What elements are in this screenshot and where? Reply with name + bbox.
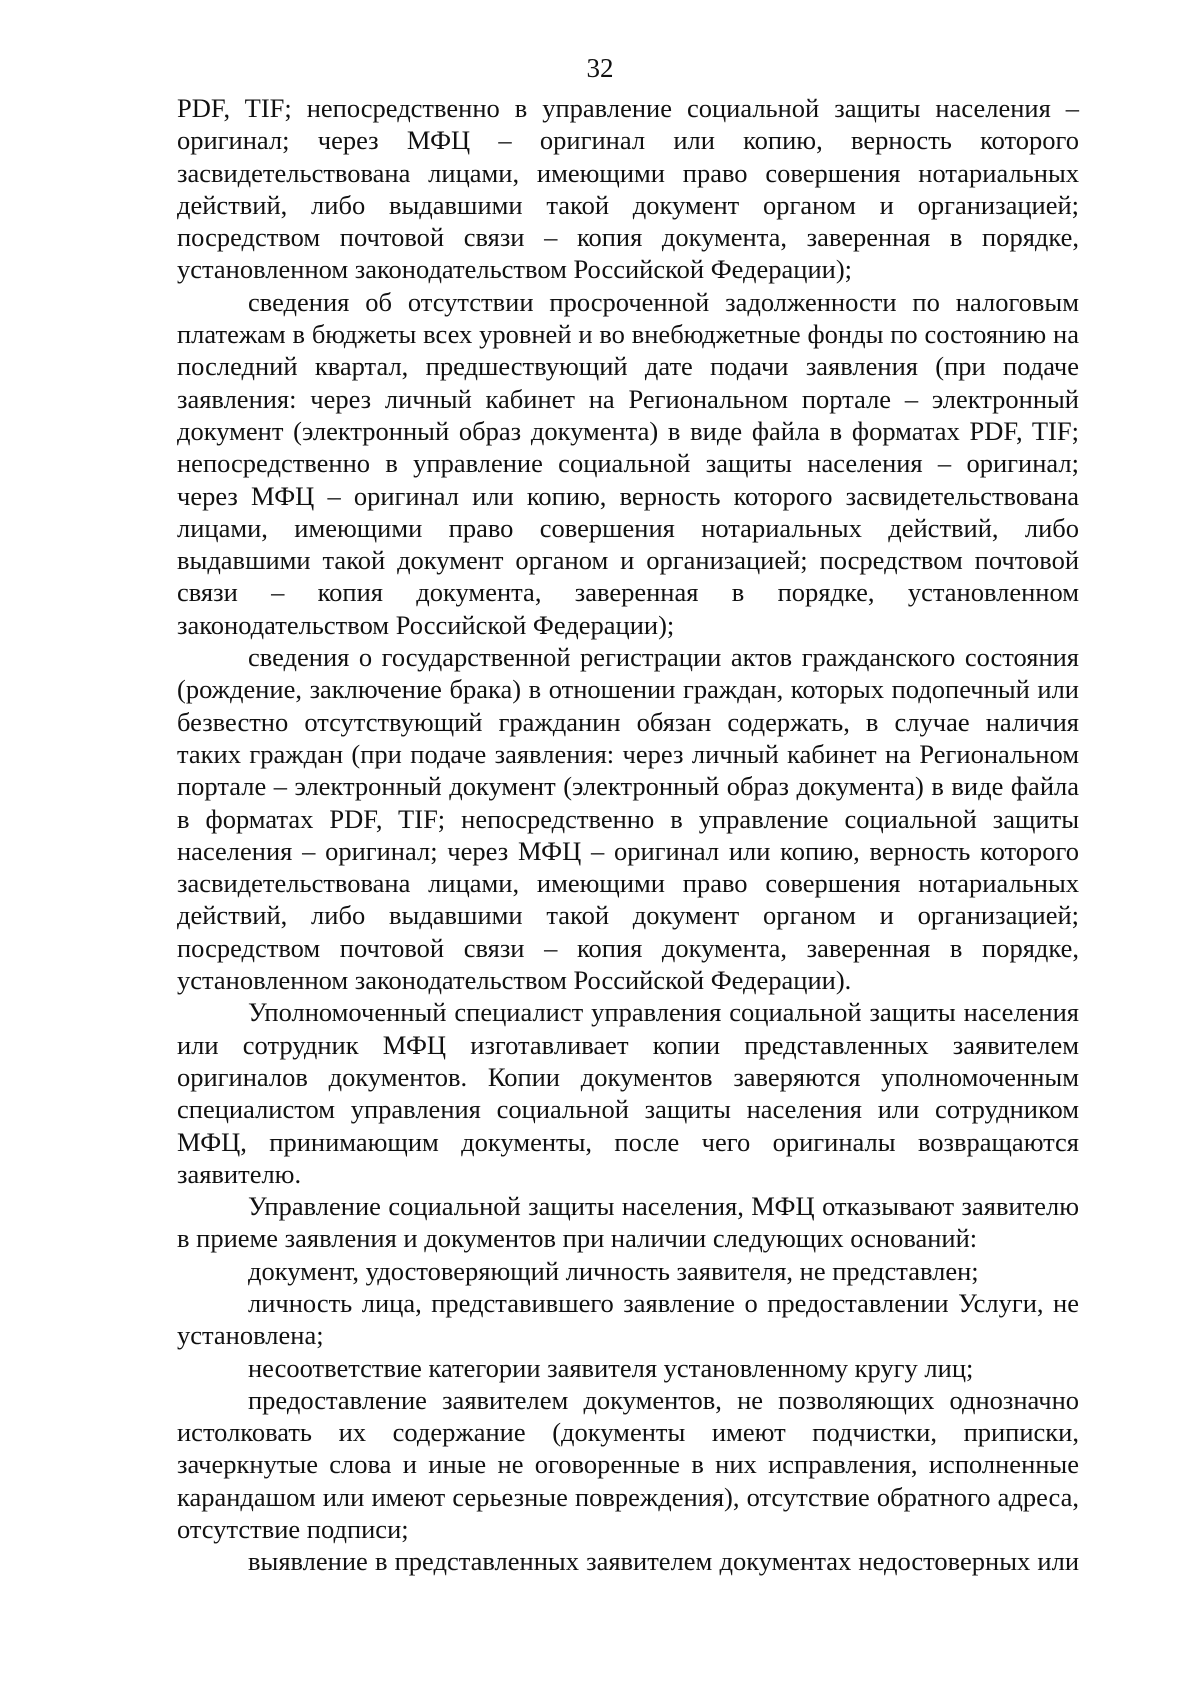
page-number: 32 — [586, 53, 614, 83]
paragraph-1: PDF, TIF; непосредственно в управление социальной защиты населения – оригинал; через МФЦ – оригинал или копию, верность которого засвидетельствована лицами, имеющими право совершения нотариальных действий, либо выдавшими такой документ органом и организацией; посредством почтовой связи – копия документа, заверенная в порядке, установленном законодательством Российской Федерации); — [177, 93, 1079, 285]
paragraph-4: Уполномоченный специалист управления социальной защиты населения или сотрудник МФЦ изготавливает копии представленных заявителем оригиналов документов. Копии документов заверяются уполномоченным специалистом управления социальной защиты населения или сотрудником МФЦ, принимающим документы, после чего оригиналы возвращаются заявителю. — [177, 997, 1079, 1189]
paragraph-2: сведения об отсутствии просроченной задолженности по налоговым платежам в бюджеты всех уровней и во внебюджетные фонды по состоянию на последний квартал, предшествующий дате подачи заявления (при подаче заявления: через личный кабинет на Региональном портале – электронный документ (электронный образ документа) в виде файла в форматах PDF, TIF; непосредственно в управление социальной защиты населения – оригинал; через МФЦ – оригинал или копию, верность которого засвидетельствована лицами, имеющими право совершения нотариальных действий, либо выдавшими такой документ органом и организацией; посредством почтовой связи – копия документа, заверенная в порядке, установленном законодательством Российской Федерации); — [177, 286, 1079, 640]
paragraph-6: документ, удостоверяющий личность заявителя, не представлен; — [248, 1255, 979, 1286]
paragraph-7: личность лица, представившего заявление о предоставлении Услуги, не установлена; — [177, 1287, 1079, 1351]
paragraph-9: предоставление заявителем документов, не позволяющих однозначно истолковать их содержание (документы имеют подчистки, приписки, зачеркнутые слова и иные не оговоренные в них исправления, исполненные карандашом или имеют серьезные повреждения), отсутствие обратного адреса, отсутствие подписи; — [177, 1384, 1079, 1545]
paragraph-3: сведения о государственной регистрации актов гражданского состояния (рождение, заключение брака) в отношении граждан, которых подопечный или безвестно отсутствующий гражданин обязан содержать, в случае наличия таких граждан (при подаче заявления: через личный кабинет на Региональном портале – электронный документ (электронный образ документа) в виде файла в форматах PDF, TIF; непосредственно в управление социальной защиты населения – оригинал; через МФЦ – оригинал или копию, верность которого засвидетельствована лицами, имеющими право совершения нотариальных действий, либо выдавшими такой документ органом и организацией; посредством почтовой связи – копия документа, заверенная в порядке, установленном законодательством Российской Федерации). — [177, 642, 1079, 996]
paragraph-10: выявление в представленных заявителем документах недостоверных или — [248, 1546, 1079, 1577]
document-body — [177, 92, 1079, 1578]
paragraph-5: Управление социальной защиты населения, МФЦ отказывают заявителю в приеме заявления и документов при наличии следующих оснований: — [177, 1191, 1079, 1254]
paragraph-8: несоответствие категории заявителя установленному кругу лиц; — [248, 1352, 974, 1383]
